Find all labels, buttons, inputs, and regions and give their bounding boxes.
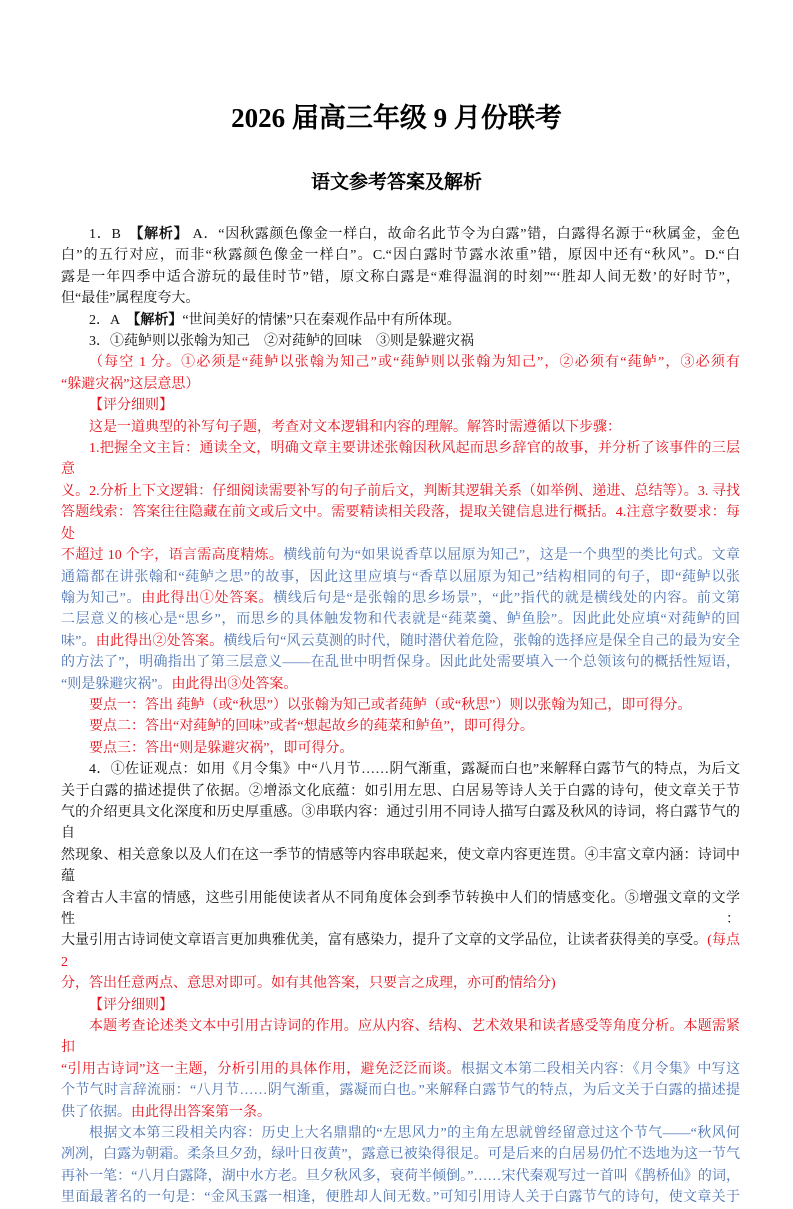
- text-segment: 不超过 10 个字，语言需高度精炼。: [61, 548, 284, 564]
- answer-paragraph: [61, 995, 740, 1016]
- text-line: [61, 1187, 740, 1208]
- text-segment: 通篇都在讲张翰和“莼鲈之思”的故事，因此这里应填与“香草以屈原为知己”结构相同的句子，即“莼鲈以张: [61, 569, 740, 585]
- text-line: [61, 738, 740, 759]
- text-segment: 根据文本第三段相关内容：历史上大名鼎鼎的“左思风力”的主角左思就曾经留意过这个节气——“秋风何: [89, 1126, 740, 1142]
- text-segment: 本题考查论述类文本中引用古诗词的作用。应从内容、结构、艺术效果和读者感受等角度分析。本题需紧扣: [61, 1019, 740, 1056]
- text-line: [61, 417, 740, 438]
- text-segment: 味”。: [61, 633, 96, 649]
- text-line: [61, 245, 740, 266]
- text-line: [61, 267, 740, 288]
- text-line: [61, 674, 740, 695]
- answer-paragraph: [61, 738, 740, 759]
- text-segment: “世间美好的情愫”只在秦观作品中有所体现。: [182, 312, 461, 328]
- answer-paragraph: [61, 310, 740, 331]
- text-segment: 由此得出②处答案。: [95, 633, 224, 649]
- text-line: [61, 802, 740, 845]
- text-segment: 气的介绍更具文化深度和历史厚重感。③串联内容：通过引用不同诗人描写白露及秋风的诗词，将白露节气的自: [61, 804, 740, 842]
- text-segment: 根据文本第二段相关内容：《月令集》中写这: [460, 1061, 741, 1077]
- text-segment: 横线后句“风云莫测的时代，随时潜伏着危险，张翰的选择应是保全自己的最为安全: [223, 633, 740, 649]
- answer-paragraph: [61, 352, 740, 395]
- answer-paragraph: [61, 716, 740, 737]
- text-segment: 要点二：答出“对莼鲈的回味”或者“想起故乡的莼菜和鲈鱼”，即可得分。: [89, 719, 534, 735]
- text-segment: 答题线索：答案往往隐藏在前文或后文中。需要精读相关段落，提取关键信息进行概括。4.注意字数要求：每处: [61, 505, 740, 542]
- text-segment: 的方法了”，明确指出了第三层意义——在乱世中明哲保身。因此此处需要填入一个总领该句的概括性短语，: [61, 655, 740, 671]
- text-segment: 里面最著名的一句是：“金风玉露一相逢，便胜却人间无数。”可知引用诗人关于白露节气的诗句，使文章关于: [61, 1190, 740, 1206]
- text-segment: 由此得出③处答案。: [171, 676, 298, 692]
- answer-paragraph: [61, 438, 740, 695]
- text-segment: “则是躲避灾祸”。: [61, 676, 172, 692]
- text-line: [61, 567, 740, 588]
- answer-paragraph: [61, 417, 740, 438]
- text-segment: 露是一年四季中适合游玩的最佳时节”错，原文称白露是“难得温润的时刻”“‘胜却人间无数’的好时节”，: [61, 269, 740, 285]
- text-line: [61, 888, 740, 931]
- text-line: [61, 1144, 740, 1165]
- answer-paragraph: [61, 331, 740, 352]
- answer-paragraph: [61, 1123, 740, 1209]
- text-line: [61, 588, 740, 609]
- text-line: [61, 310, 740, 331]
- text-segment: 二层意义的核心是“思乡”，而思乡的具体触发物和代表就是“莼菜羹、鲈鱼脍”。因此此处应填“对莼鲈的回: [61, 612, 740, 628]
- answer-paragraph: [61, 224, 740, 310]
- text-line: [61, 1059, 740, 1080]
- text-segment: 由此得出①处答案。: [141, 590, 274, 606]
- text-segment: 大量引用古诗词使文章语言更加典雅优美，富有感染力，提升了文章的文学品位，让读者获得美的享受。: [61, 933, 708, 949]
- text-line: [61, 1166, 740, 1187]
- text-line: [61, 845, 740, 888]
- text-segment: 然现象、相关意象以及人们在这一季节的情感等内容串联起来，使文章内容更连贯。④丰富文章内涵：诗词中蕴: [61, 847, 740, 885]
- text-line: [61, 695, 740, 716]
- answer-paragraph: [61, 695, 740, 716]
- page-title: 2026 届高三年级 9 月份联考: [231, 103, 562, 133]
- text-line: [61, 1016, 740, 1059]
- text-segment: 4．①佐证观点：如用《月令集》中“八月节……阴气渐重，露凝而白也”来解释白露节气的特点，为后文: [89, 762, 740, 778]
- text-segment: 义。2.分析上下文逻辑：仔细阅读需要补写的句子前后文，判断其逻辑关系（如举例、递进、总结等）。3. 寻找: [61, 483, 740, 499]
- text-line: [61, 224, 740, 245]
- text-segment: （每空 1 分。①必须是“莼鲈以张翰为知己”或“莼鲈则以张翰为知己”，②必须有“莼鲈”，③必须有: [89, 355, 740, 371]
- text-segment: 供了依据。: [61, 1104, 131, 1120]
- answer-body: [61, 224, 740, 1209]
- text-segment: 冽冽，白露为朝霜。柔条旦夕劲，绿叶日夜黄”，露意已被染得很足。可是后来的白居易仍忙不迭地为这一节气: [61, 1147, 740, 1163]
- text-segment: 要点三：答出“则是躲避灾祸”，即可得分。: [89, 740, 354, 756]
- text-line: [61, 352, 740, 373]
- answer-paragraph: [61, 759, 740, 994]
- text-line: [61, 502, 740, 545]
- text-segment: 再补一笔：“八月白露降，湖中水方老。旦夕秋风多，衰荷半倾倒。”……宋代秦观写过一首叫《鹊桥仙》的词，: [61, 1168, 740, 1184]
- text-segment: 分，答出任意两点、意思对即可。如有其他答案，只要言之成理，亦可酌情给分): [61, 976, 556, 992]
- analysis-label: 【解析】: [133, 312, 183, 328]
- text-segment: 1.把握全文主旨：通读全文，明确文章主要讲述张翰因秋风起而思乡辞官的故事，并分析了该事件的三层意: [61, 441, 740, 478]
- text-segment: 这是一道典型的补写句子题，考查对文本逻辑和内容的理解。解答时需遵循以下步骤：: [89, 419, 621, 435]
- analysis-label: 【解析】: [136, 227, 189, 242]
- text-line: [61, 759, 740, 780]
- text-segment: 要点一：答出 莼鲈（或“秋思”）以张翰为知己或者莼鲈（或“秋思”）则以张翰为知己，即可得分。: [89, 697, 692, 713]
- text-segment: 翰为知己”。: [61, 590, 142, 606]
- text-segment: 关于白露的描述提供了依据。②增添文化底蕴：如引用左思、白居易等诗人关于白露的诗句，使文章关于节: [61, 783, 740, 799]
- answer-paragraph: [61, 1016, 740, 1123]
- text-line: [61, 781, 740, 802]
- text-segment: 2．A: [89, 312, 134, 328]
- text-segment: 1．B: [89, 227, 137, 242]
- text-line: [61, 716, 740, 737]
- text-segment: 但“最佳”属程度夸大。: [61, 291, 200, 307]
- text-segment: 由此得出答案第一条。: [131, 1104, 271, 1120]
- text-segment: 【评分细则】: [89, 398, 173, 414]
- text-segment: “躲避灾祸”这层意思）: [61, 376, 200, 392]
- text-line: [61, 631, 740, 652]
- text-segment: 横线后句是“是张翰的思乡场景”，“此”指代的就是横线处的内容。前文第: [273, 590, 741, 606]
- text-segment: “引用古诗词”这一主题，分析引用的具体作用，避免泛泛而谈。: [61, 1061, 461, 1077]
- text-line: [61, 930, 740, 973]
- text-line: [61, 1123, 740, 1144]
- text-line: [61, 438, 740, 481]
- text-segment: 个节气时言辞流丽：“八月节……阴气渐重，露凝而白也。”来解释白露节气的特点，为后文关于白露的描述提: [61, 1083, 740, 1099]
- text-segment: 含着古人丰富的情感，这些引用能使读者从不同角度体会到季节转换中人们的情感变化。⑤增强文章的文学性：: [61, 890, 740, 927]
- text-line: [61, 1080, 740, 1101]
- text-segment: 横线前句为“如果说香草以屈原为知己”，这是一个典型的类比句式。文章: [283, 548, 740, 564]
- text-line: [61, 481, 740, 502]
- text-line: [61, 609, 740, 630]
- section-title: 语文参考答案及解析: [310, 172, 482, 193]
- text-line: [61, 288, 740, 309]
- text-line: [61, 995, 740, 1016]
- text-line: [61, 374, 740, 395]
- text-line: [61, 395, 740, 416]
- text-segment: (每点 2: [61, 933, 740, 970]
- text-line: [61, 973, 740, 994]
- text-line: [61, 545, 740, 566]
- text-segment: A．“因秋露颜色像金一样白，故命名此节令为白露”错，白露得名源于“秋属金，金色: [188, 227, 741, 242]
- text-line: [61, 1102, 740, 1123]
- answer-paragraph: [61, 395, 740, 416]
- text-segment: 【评分细则】: [89, 997, 173, 1013]
- text-segment: 白”的五行对应，而非“秋露颜色像金一样白”。C.“因白露时节露水浓重”错，原因中还有“秋风”。D.“白: [61, 248, 740, 264]
- text-line: [61, 652, 740, 673]
- text-segment: 3．①莼鲈则以张翰为知己 ②对莼鲈的回味 ③则是躲避灾祸: [89, 334, 474, 350]
- text-line: [61, 331, 740, 352]
